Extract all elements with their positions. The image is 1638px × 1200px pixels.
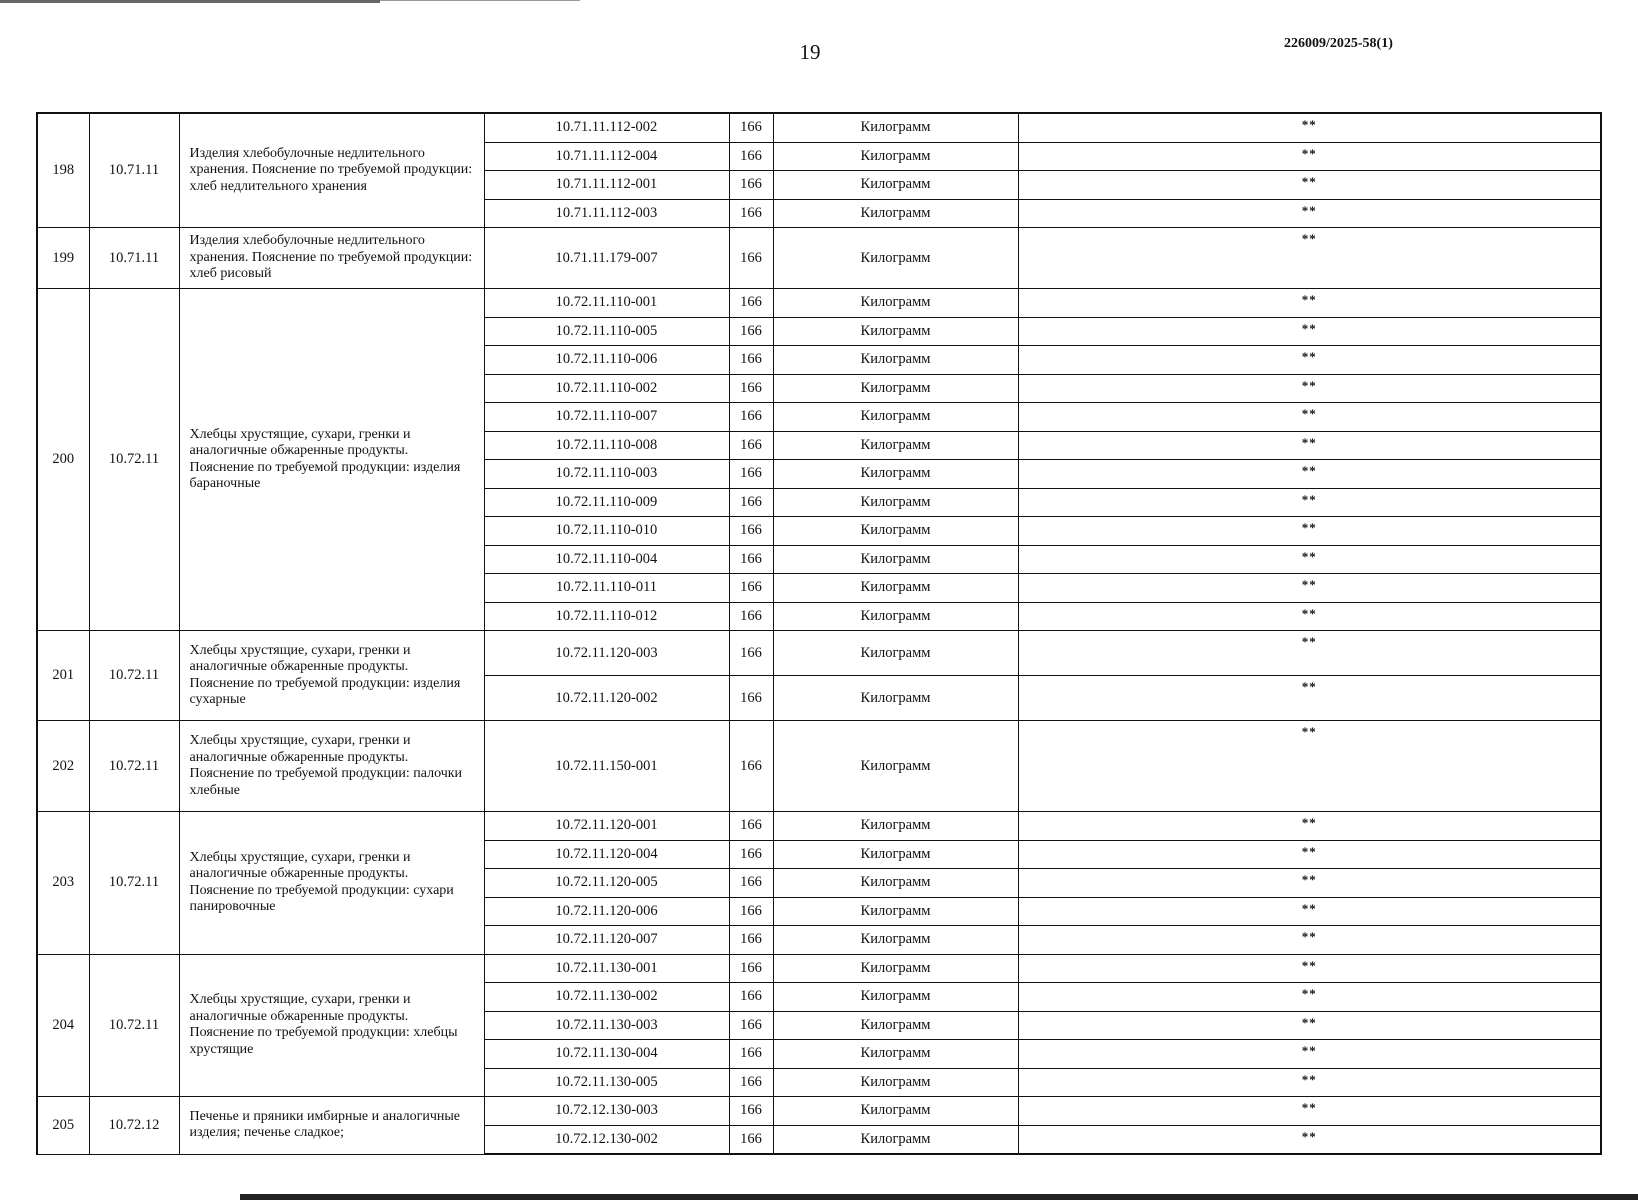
quantity-mark: ** bbox=[1018, 1068, 1601, 1097]
unit-code: 166 bbox=[729, 517, 773, 546]
product-description: Изделия хлебобулочные недлительного хранения. Пояснение по требуемой продукции: хлеб рисовый bbox=[179, 228, 484, 289]
unit-code: 166 bbox=[729, 631, 773, 676]
okpd-code: 10.72.11 bbox=[89, 289, 179, 631]
unit-name: Килограмм bbox=[773, 346, 1018, 375]
unit-name: Килограмм bbox=[773, 142, 1018, 171]
ktru-code: 10.71.11.112-001 bbox=[484, 171, 729, 200]
okpd-code: 10.72.11 bbox=[89, 954, 179, 1097]
ktru-code: 10.72.11.110-009 bbox=[484, 488, 729, 517]
product-description: Печенье и пряники имбирные и аналогичные изделия; печенье сладкое; bbox=[179, 1097, 484, 1155]
ktru-code: 10.72.11.110-007 bbox=[484, 403, 729, 432]
quantity-mark: ** bbox=[1018, 676, 1601, 721]
ktru-code: 10.71.11.112-004 bbox=[484, 142, 729, 171]
unit-code: 166 bbox=[729, 574, 773, 603]
table-row bbox=[37, 812, 1601, 841]
ktru-code: 10.72.11.110-005 bbox=[484, 317, 729, 346]
table-row bbox=[37, 631, 1601, 676]
unit-code: 166 bbox=[729, 1068, 773, 1097]
okpd-code: 10.71.11 bbox=[89, 228, 179, 289]
ktru-code: 10.72.11.120-002 bbox=[484, 676, 729, 721]
quantity-mark: ** bbox=[1018, 954, 1601, 983]
products-table-body bbox=[37, 113, 1601, 1154]
product-description: Хлебцы хрустящие, сухари, гренки и аналогичные обжаренные продукты. Пояснение по требуемой продукции: сухари панировочные bbox=[179, 812, 484, 955]
row-number: 202 bbox=[37, 721, 89, 812]
unit-name: Килограмм bbox=[773, 631, 1018, 676]
ktru-code: 10.72.11.110-012 bbox=[484, 602, 729, 631]
okpd-code: 10.72.12 bbox=[89, 1097, 179, 1155]
ktru-code: 10.72.12.130-003 bbox=[484, 1097, 729, 1126]
table-row bbox=[37, 721, 1601, 812]
unit-code: 166 bbox=[729, 1011, 773, 1040]
quantity-mark: ** bbox=[1018, 460, 1601, 489]
unit-code: 166 bbox=[729, 374, 773, 403]
quantity-mark: ** bbox=[1018, 228, 1601, 289]
quantity-mark: ** bbox=[1018, 374, 1601, 403]
table-row bbox=[37, 1097, 1601, 1126]
unit-name: Килограмм bbox=[773, 460, 1018, 489]
unit-name: Килограмм bbox=[773, 676, 1018, 721]
ktru-code: 10.72.11.110-006 bbox=[484, 346, 729, 375]
ktru-code: 10.72.11.110-003 bbox=[484, 460, 729, 489]
unit-code: 166 bbox=[729, 171, 773, 200]
unit-name: Килограмм bbox=[773, 228, 1018, 289]
quantity-mark: ** bbox=[1018, 1011, 1601, 1040]
unit-code: 166 bbox=[729, 142, 773, 171]
quantity-mark: ** bbox=[1018, 721, 1601, 812]
quantity-mark: ** bbox=[1018, 1040, 1601, 1069]
unit-code: 166 bbox=[729, 289, 773, 318]
ktru-code: 10.72.11.120-003 bbox=[484, 631, 729, 676]
row-number: 198 bbox=[37, 113, 89, 228]
unit-code: 166 bbox=[729, 926, 773, 955]
unit-name: Килограмм bbox=[773, 954, 1018, 983]
unit-name: Килограмм bbox=[773, 1068, 1018, 1097]
quantity-mark: ** bbox=[1018, 1097, 1601, 1126]
unit-code: 166 bbox=[729, 721, 773, 812]
unit-name: Килограмм bbox=[773, 897, 1018, 926]
unit-name: Килограмм bbox=[773, 812, 1018, 841]
product-description: Хлебцы хрустящие, сухари, гренки и аналогичные обжаренные продукты. Пояснение по требуемой продукции: изделия сухарные bbox=[179, 631, 484, 721]
ktru-code: 10.72.11.110-001 bbox=[484, 289, 729, 318]
ktru-code: 10.71.11.112-003 bbox=[484, 199, 729, 228]
unit-code: 166 bbox=[729, 676, 773, 721]
unit-name: Килограмм bbox=[773, 374, 1018, 403]
page-number: 19 bbox=[799, 40, 821, 64]
okpd-code: 10.72.11 bbox=[89, 631, 179, 721]
unit-name: Килограмм bbox=[773, 171, 1018, 200]
unit-name: Килограмм bbox=[773, 431, 1018, 460]
unit-name: Килограмм bbox=[773, 517, 1018, 546]
unit-code: 166 bbox=[729, 954, 773, 983]
ktru-code: 10.72.12.130-002 bbox=[484, 1125, 729, 1154]
okpd-code: 10.72.11 bbox=[89, 721, 179, 812]
unit-code: 166 bbox=[729, 113, 773, 142]
okpd-code: 10.71.11 bbox=[89, 113, 179, 228]
unit-code: 166 bbox=[729, 317, 773, 346]
unit-code: 166 bbox=[729, 346, 773, 375]
product-description: Хлебцы хрустящие, сухари, гренки и аналогичные обжаренные продукты. Пояснение по требуемой продукции: палочки хлебные bbox=[179, 721, 484, 812]
unit-name: Килограмм bbox=[773, 1125, 1018, 1154]
unit-name: Килограмм bbox=[773, 840, 1018, 869]
unit-name: Килограмм bbox=[773, 1011, 1018, 1040]
row-number: 201 bbox=[37, 631, 89, 721]
ktru-code: 10.72.11.130-004 bbox=[484, 1040, 729, 1069]
ktru-code: 10.72.11.110-011 bbox=[484, 574, 729, 603]
quantity-mark: ** bbox=[1018, 317, 1601, 346]
document-id: 226009/2025-58(1) bbox=[1284, 36, 1393, 51]
product-description: Хлебцы хрустящие, сухари, гренки и аналогичные обжаренные продукты. Пояснение по требуемой продукции: изделия бараночные bbox=[179, 289, 484, 631]
unit-name: Килограмм bbox=[773, 869, 1018, 898]
scan-edge-top bbox=[0, 0, 380, 3]
ktru-code: 10.72.11.110-010 bbox=[484, 517, 729, 546]
unit-code: 166 bbox=[729, 488, 773, 517]
unit-code: 166 bbox=[729, 228, 773, 289]
unit-name: Килограмм bbox=[773, 721, 1018, 812]
quantity-mark: ** bbox=[1018, 574, 1601, 603]
table-row bbox=[37, 228, 1601, 289]
quantity-mark: ** bbox=[1018, 403, 1601, 432]
ktru-code: 10.71.11.112-002 bbox=[484, 113, 729, 142]
ktru-code: 10.72.11.130-003 bbox=[484, 1011, 729, 1040]
quantity-mark: ** bbox=[1018, 199, 1601, 228]
unit-name: Килограмм bbox=[773, 602, 1018, 631]
row-number: 204 bbox=[37, 954, 89, 1097]
scan-edge-top-thin bbox=[380, 0, 580, 1]
products-table bbox=[36, 112, 1602, 1155]
ktru-code: 10.72.11.120-005 bbox=[484, 869, 729, 898]
unit-code: 166 bbox=[729, 812, 773, 841]
quantity-mark: ** bbox=[1018, 517, 1601, 546]
quantity-mark: ** bbox=[1018, 869, 1601, 898]
unit-name: Килограмм bbox=[773, 403, 1018, 432]
quantity-mark: ** bbox=[1018, 171, 1601, 200]
quantity-mark: ** bbox=[1018, 488, 1601, 517]
unit-name: Килограмм bbox=[773, 1097, 1018, 1126]
unit-code: 166 bbox=[729, 1125, 773, 1154]
table-row bbox=[37, 113, 1601, 142]
table-row bbox=[37, 954, 1601, 983]
quantity-mark: ** bbox=[1018, 983, 1601, 1012]
row-number: 199 bbox=[37, 228, 89, 289]
ktru-code: 10.72.11.130-005 bbox=[484, 1068, 729, 1097]
quantity-mark: ** bbox=[1018, 142, 1601, 171]
unit-code: 166 bbox=[729, 545, 773, 574]
quantity-mark: ** bbox=[1018, 602, 1601, 631]
row-number: 203 bbox=[37, 812, 89, 955]
ktru-code: 10.72.11.150-001 bbox=[484, 721, 729, 812]
unit-name: Килограмм bbox=[773, 574, 1018, 603]
quantity-mark: ** bbox=[1018, 897, 1601, 926]
unit-code: 166 bbox=[729, 431, 773, 460]
unit-name: Килограмм bbox=[773, 926, 1018, 955]
quantity-mark: ** bbox=[1018, 113, 1601, 142]
product-description: Изделия хлебобулочные недлительного хранения. Пояснение по требуемой продукции: хлеб недлительного хранения bbox=[179, 113, 484, 228]
quantity-mark: ** bbox=[1018, 545, 1601, 574]
row-number: 205 bbox=[37, 1097, 89, 1155]
unit-name: Килограмм bbox=[773, 317, 1018, 346]
unit-code: 166 bbox=[729, 403, 773, 432]
quantity-mark: ** bbox=[1018, 289, 1601, 318]
okpd-code: 10.72.11 bbox=[89, 812, 179, 955]
row-number: 200 bbox=[37, 289, 89, 631]
ktru-code: 10.72.11.120-006 bbox=[484, 897, 729, 926]
ktru-code: 10.72.11.110-004 bbox=[484, 545, 729, 574]
table-row bbox=[37, 289, 1601, 318]
unit-code: 166 bbox=[729, 869, 773, 898]
quantity-mark: ** bbox=[1018, 431, 1601, 460]
unit-name: Килограмм bbox=[773, 1040, 1018, 1069]
ktru-code: 10.72.11.130-001 bbox=[484, 954, 729, 983]
unit-name: Килограмм bbox=[773, 983, 1018, 1012]
quantity-mark: ** bbox=[1018, 346, 1601, 375]
product-description: Хлебцы хрустящие, сухари, гренки и аналогичные обжаренные продукты. Пояснение по требуемой продукции: хлебцы хрустящие bbox=[179, 954, 484, 1097]
unit-code: 166 bbox=[729, 460, 773, 489]
quantity-mark: ** bbox=[1018, 1125, 1601, 1154]
ktru-code: 10.72.11.120-001 bbox=[484, 812, 729, 841]
quantity-mark: ** bbox=[1018, 631, 1601, 676]
unit-name: Килограмм bbox=[773, 545, 1018, 574]
unit-code: 166 bbox=[729, 602, 773, 631]
unit-name: Килограмм bbox=[773, 289, 1018, 318]
quantity-mark: ** bbox=[1018, 812, 1601, 841]
ktru-code: 10.72.11.120-004 bbox=[484, 840, 729, 869]
ktru-code: 10.72.11.110-002 bbox=[484, 374, 729, 403]
ktru-code: 10.71.11.179-007 bbox=[484, 228, 729, 289]
unit-name: Килограмм bbox=[773, 199, 1018, 228]
ktru-code: 10.72.11.110-008 bbox=[484, 431, 729, 460]
ktru-code: 10.72.11.120-007 bbox=[484, 926, 729, 955]
unit-code: 166 bbox=[729, 1097, 773, 1126]
unit-code: 166 bbox=[729, 983, 773, 1012]
unit-code: 166 bbox=[729, 897, 773, 926]
unit-code: 166 bbox=[729, 840, 773, 869]
ktru-code: 10.72.11.130-002 bbox=[484, 983, 729, 1012]
unit-name: Килограмм bbox=[773, 113, 1018, 142]
quantity-mark: ** bbox=[1018, 840, 1601, 869]
unit-code: 166 bbox=[729, 199, 773, 228]
unit-code: 166 bbox=[729, 1040, 773, 1069]
scan-edge-bottom bbox=[240, 1194, 1638, 1200]
unit-name: Килограмм bbox=[773, 488, 1018, 517]
quantity-mark: ** bbox=[1018, 926, 1601, 955]
